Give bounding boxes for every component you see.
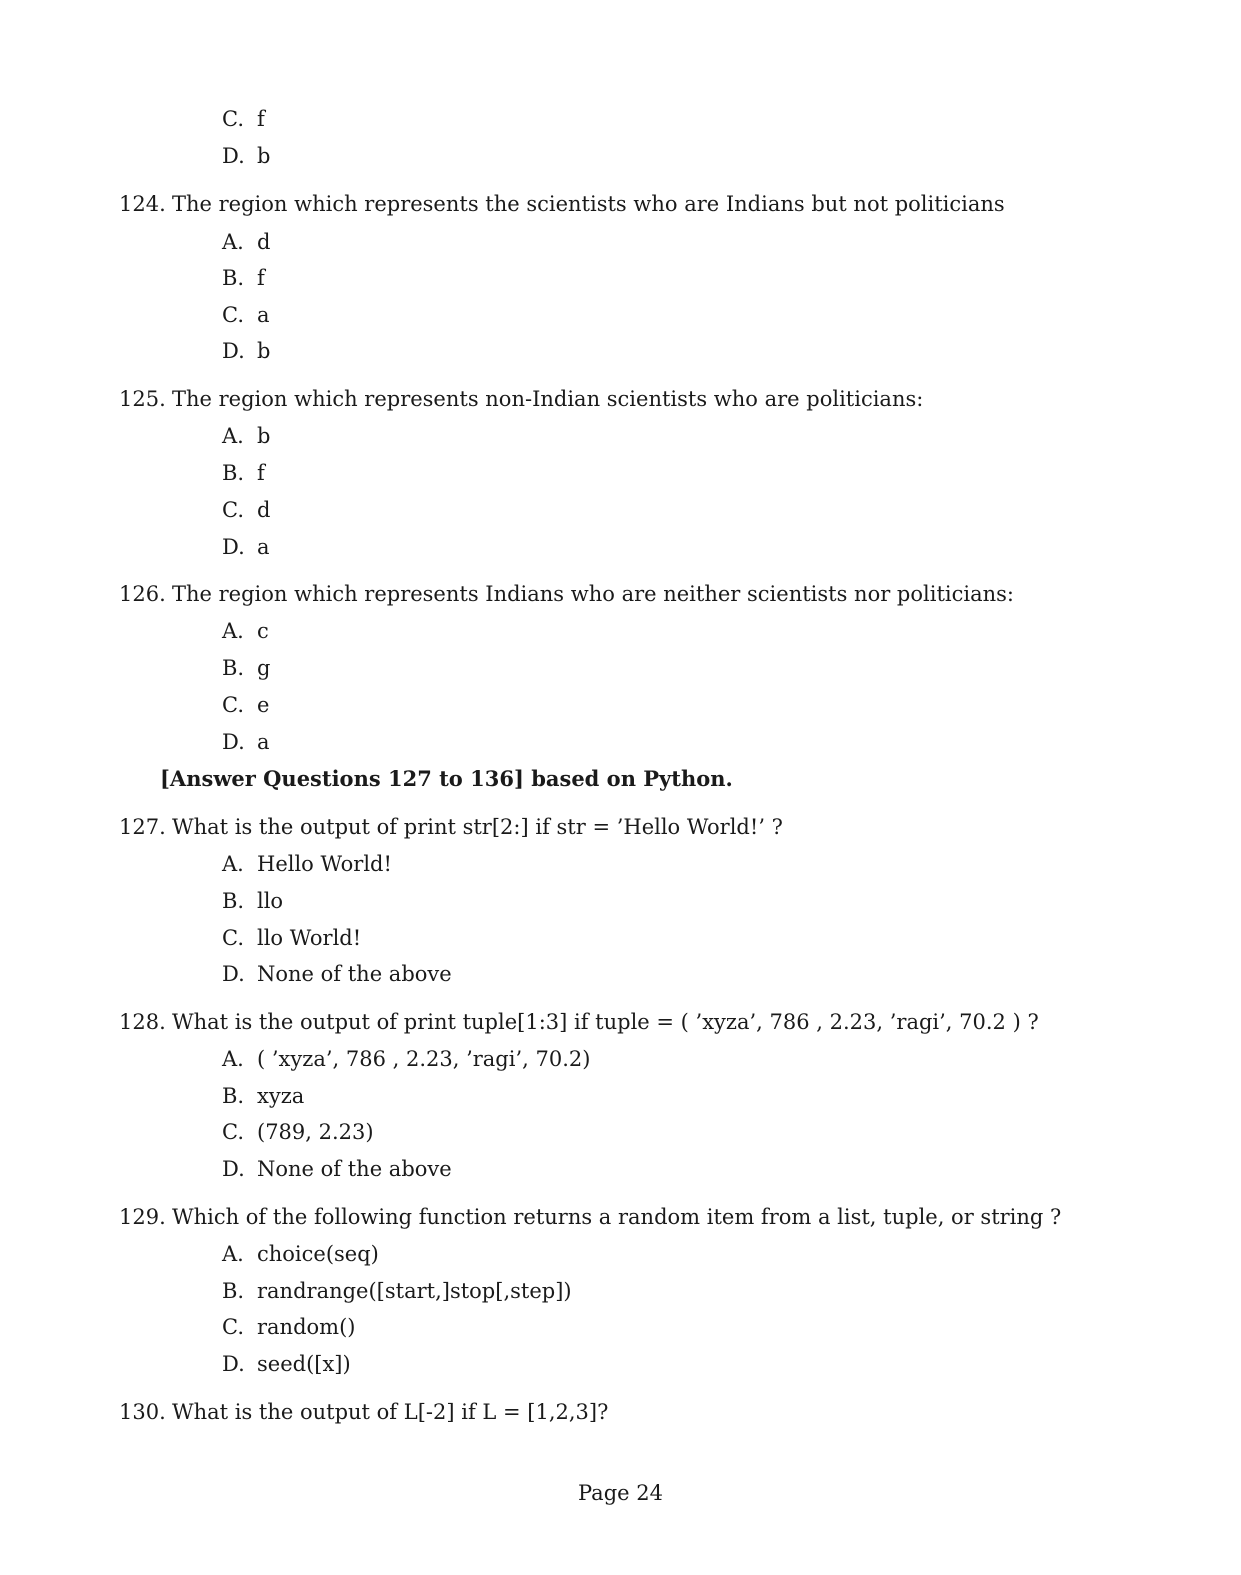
option-letter: B. — [222, 889, 245, 913]
option-letter: A. — [222, 1242, 244, 1266]
option-text: xyza — [257, 1084, 305, 1108]
option-text: f — [257, 107, 265, 131]
option-text: e — [257, 693, 270, 717]
section-heading: [Answer Questions 127 to 136] based on Python. — [160, 766, 733, 791]
question-text: The region which represents Indians who are neither scientists nor politicians: — [172, 582, 1014, 606]
option-letter: D. — [222, 535, 245, 559]
option-text: a — [257, 535, 270, 559]
option-text: (789, 2.23) — [257, 1120, 374, 1144]
option-letter: D. — [222, 730, 245, 754]
question-text: The region which represents the scientists who are Indians but not politicians — [172, 192, 1005, 216]
page-number: Page 24 — [578, 1481, 663, 1505]
question-number: 126. — [119, 582, 166, 606]
option-text: f — [257, 266, 265, 290]
option-letter: A. — [222, 230, 244, 254]
option-letter: C. — [222, 107, 244, 131]
option-letter: C. — [222, 498, 244, 522]
option-letter: D. — [222, 144, 245, 168]
option-text: a — [257, 730, 270, 754]
option-text: None of the above — [257, 962, 452, 986]
option-text: d — [257, 230, 271, 254]
question-number: 130. — [119, 1400, 166, 1424]
option-letter: C. — [222, 926, 244, 950]
option-text: llo World! — [257, 926, 362, 950]
option-letter: B. — [222, 461, 245, 485]
option-text: random() — [257, 1315, 356, 1339]
option-text: llo — [257, 889, 284, 913]
option-text: randrange([start,]stop[,step]) — [257, 1279, 572, 1303]
option-text: ( ’xyza’, 786 , 2.23, ’ragi’, 70.2) — [257, 1047, 591, 1071]
option-text: a — [257, 303, 270, 327]
option-letter: A. — [222, 619, 244, 643]
question-text: What is the output of L[-2] if L = [1,2,3]? — [172, 1400, 609, 1424]
option-letter: D. — [222, 1157, 245, 1181]
option-letter: D. — [222, 962, 245, 986]
option-letter: B. — [222, 1279, 245, 1303]
option-letter: A. — [222, 1047, 244, 1071]
option-text: d — [257, 498, 271, 522]
option-letter: B. — [222, 656, 245, 680]
option-text: Hello World! — [257, 852, 392, 876]
question-text: What is the output of print tuple[1:3] if tuple = ( ’xyza’, 786 , 2.23, ’ragi’, 70.2 ) ? — [172, 1010, 1039, 1034]
option-letter: C. — [222, 1120, 244, 1144]
option-letter: A. — [222, 424, 244, 448]
option-text: b — [257, 144, 271, 168]
question-number: 127. — [119, 815, 166, 839]
question-number: 128. — [119, 1010, 166, 1034]
option-letter: B. — [222, 266, 245, 290]
question-text: The region which represents non-Indian scientists who are politicians: — [172, 387, 924, 411]
option-text: None of the above — [257, 1157, 452, 1181]
option-letter: A. — [222, 852, 244, 876]
question-text: What is the output of print str[2:] if str = ’Hello World!’ ? — [172, 815, 783, 839]
question-text: Which of the following function returns a random item from a list, tuple, or string ? — [172, 1205, 1062, 1229]
option-letter: C. — [222, 1315, 244, 1339]
option-text: seed([x]) — [257, 1352, 351, 1376]
question-number: 125. — [119, 387, 166, 411]
option-text: choice(seq) — [257, 1242, 379, 1266]
option-text: f — [257, 461, 265, 485]
option-text: c — [257, 619, 269, 643]
option-text: b — [257, 339, 271, 363]
option-letter: D. — [222, 1352, 245, 1376]
question-number: 124. — [119, 192, 166, 216]
option-letter: D. — [222, 339, 245, 363]
option-letter: C. — [222, 693, 244, 717]
option-letter: B. — [222, 1084, 245, 1108]
option-text: g — [257, 656, 271, 680]
question-number: 129. — [119, 1205, 166, 1229]
option-text: b — [257, 424, 271, 448]
option-letter: C. — [222, 303, 244, 327]
